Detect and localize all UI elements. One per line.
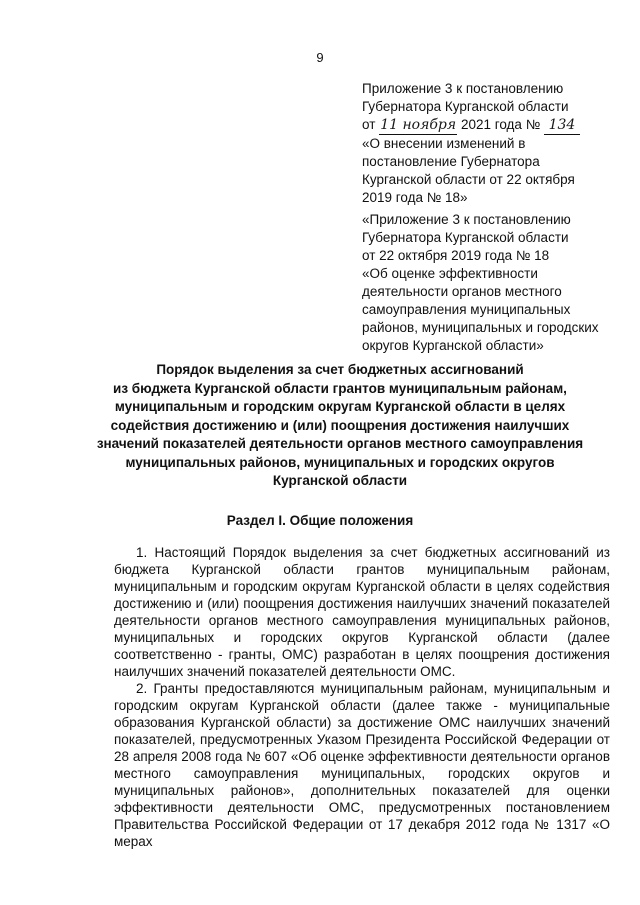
document-title: [70, 361, 610, 491]
appendix-line: Курганской области от 22 октября: [362, 172, 575, 187]
appendix-line: постановление Губернатора: [362, 154, 540, 169]
appendix-line: Губернатора Курганской области: [362, 99, 569, 114]
appendix-line: самоуправления муниципальных: [362, 302, 571, 317]
appendix-line: Приложение 3 к постановлению: [362, 81, 564, 96]
paragraph-1: 1. Настоящий Порядок выделения за счет бюджетных ассигнований из бюджета Курганской области грантов муниципальным районам, муниципальным и городским округам Курганской области в целях содействия достижению и (или) поощрения достижения наилучших значений показателей деятельности органов местного самоуправления муниципальных районов, муниципальных и городских округов Курганской области (далее соответственно - гранты, ОМС) разработан в целях поощрения достижения наилучших значений показателей деятельности ОМС.: [114, 545, 610, 679]
title-line: Курганской области: [272, 473, 408, 488]
title-line: значений показателей деятельности органов местного самоуправления: [96, 436, 584, 451]
document-body: [114, 544, 610, 850]
section-heading: Раздел I. Общие положения: [226, 513, 414, 528]
title-line: муниципальным и городским округам Курганской области в целях: [114, 399, 566, 414]
paragraph-2: 2. Гранты предоставляются муниципальным районам, муниципальным и городским округам Курганской области (далее также - муниципальные образования Курганской области) за достижение ОМС наилучших значений показателей, предусмотренных Указом Президента Российской Федерации от 28 апреля 2008 года № 607 «Об оценке эффективности деятельности органов местного самоуправления муниципальных, городских округов и муниципальных районов», дополнительных показателей для оценки эффективности деятельности ОМС, предусмотренных постановлением Правительства Российской Федерации от 17 декабря 2012 года № 1317 «О мерах: [114, 681, 610, 849]
appendix-line: от 22 октября 2019 года № 18: [362, 248, 550, 263]
date-prefix: от: [362, 117, 376, 132]
appendix-date-line: [362, 116, 622, 135]
appendix-line: деятельности органов местного: [362, 284, 562, 299]
title-line: из бюджета Курганской области грантов муниципальным районам,: [113, 380, 567, 396]
date-year: 2021 года №: [460, 117, 541, 132]
appendix-line: округов Курганской области»: [362, 338, 544, 353]
appendix-line: Губернатора Курганской области: [362, 230, 569, 245]
appendix-line: районов, муниципальных и городских: [362, 320, 599, 335]
handwritten-number: 134: [544, 116, 580, 135]
appendix-line: «Приложение 3 к постановлению: [362, 212, 571, 227]
handwritten-date: 11 ноября: [380, 117, 457, 133]
title-line: Порядок выделения за счет бюджетных ассигнований: [156, 362, 524, 377]
title-line: муниципальных районов, муниципальных и городских округов: [125, 454, 555, 470]
appendix-line: «Об оценке эффективности: [362, 266, 538, 281]
appendix-line: 2019 года № 18»: [362, 190, 468, 205]
title-line: содействия достижению и (или) поощрения достижения наилучших: [110, 417, 570, 433]
appendix-header-amendment: [362, 80, 622, 207]
page-number: 9: [316, 50, 324, 65]
appendix-header-original: [362, 211, 622, 355]
appendix-line: «О внесении изменений в: [362, 136, 526, 151]
